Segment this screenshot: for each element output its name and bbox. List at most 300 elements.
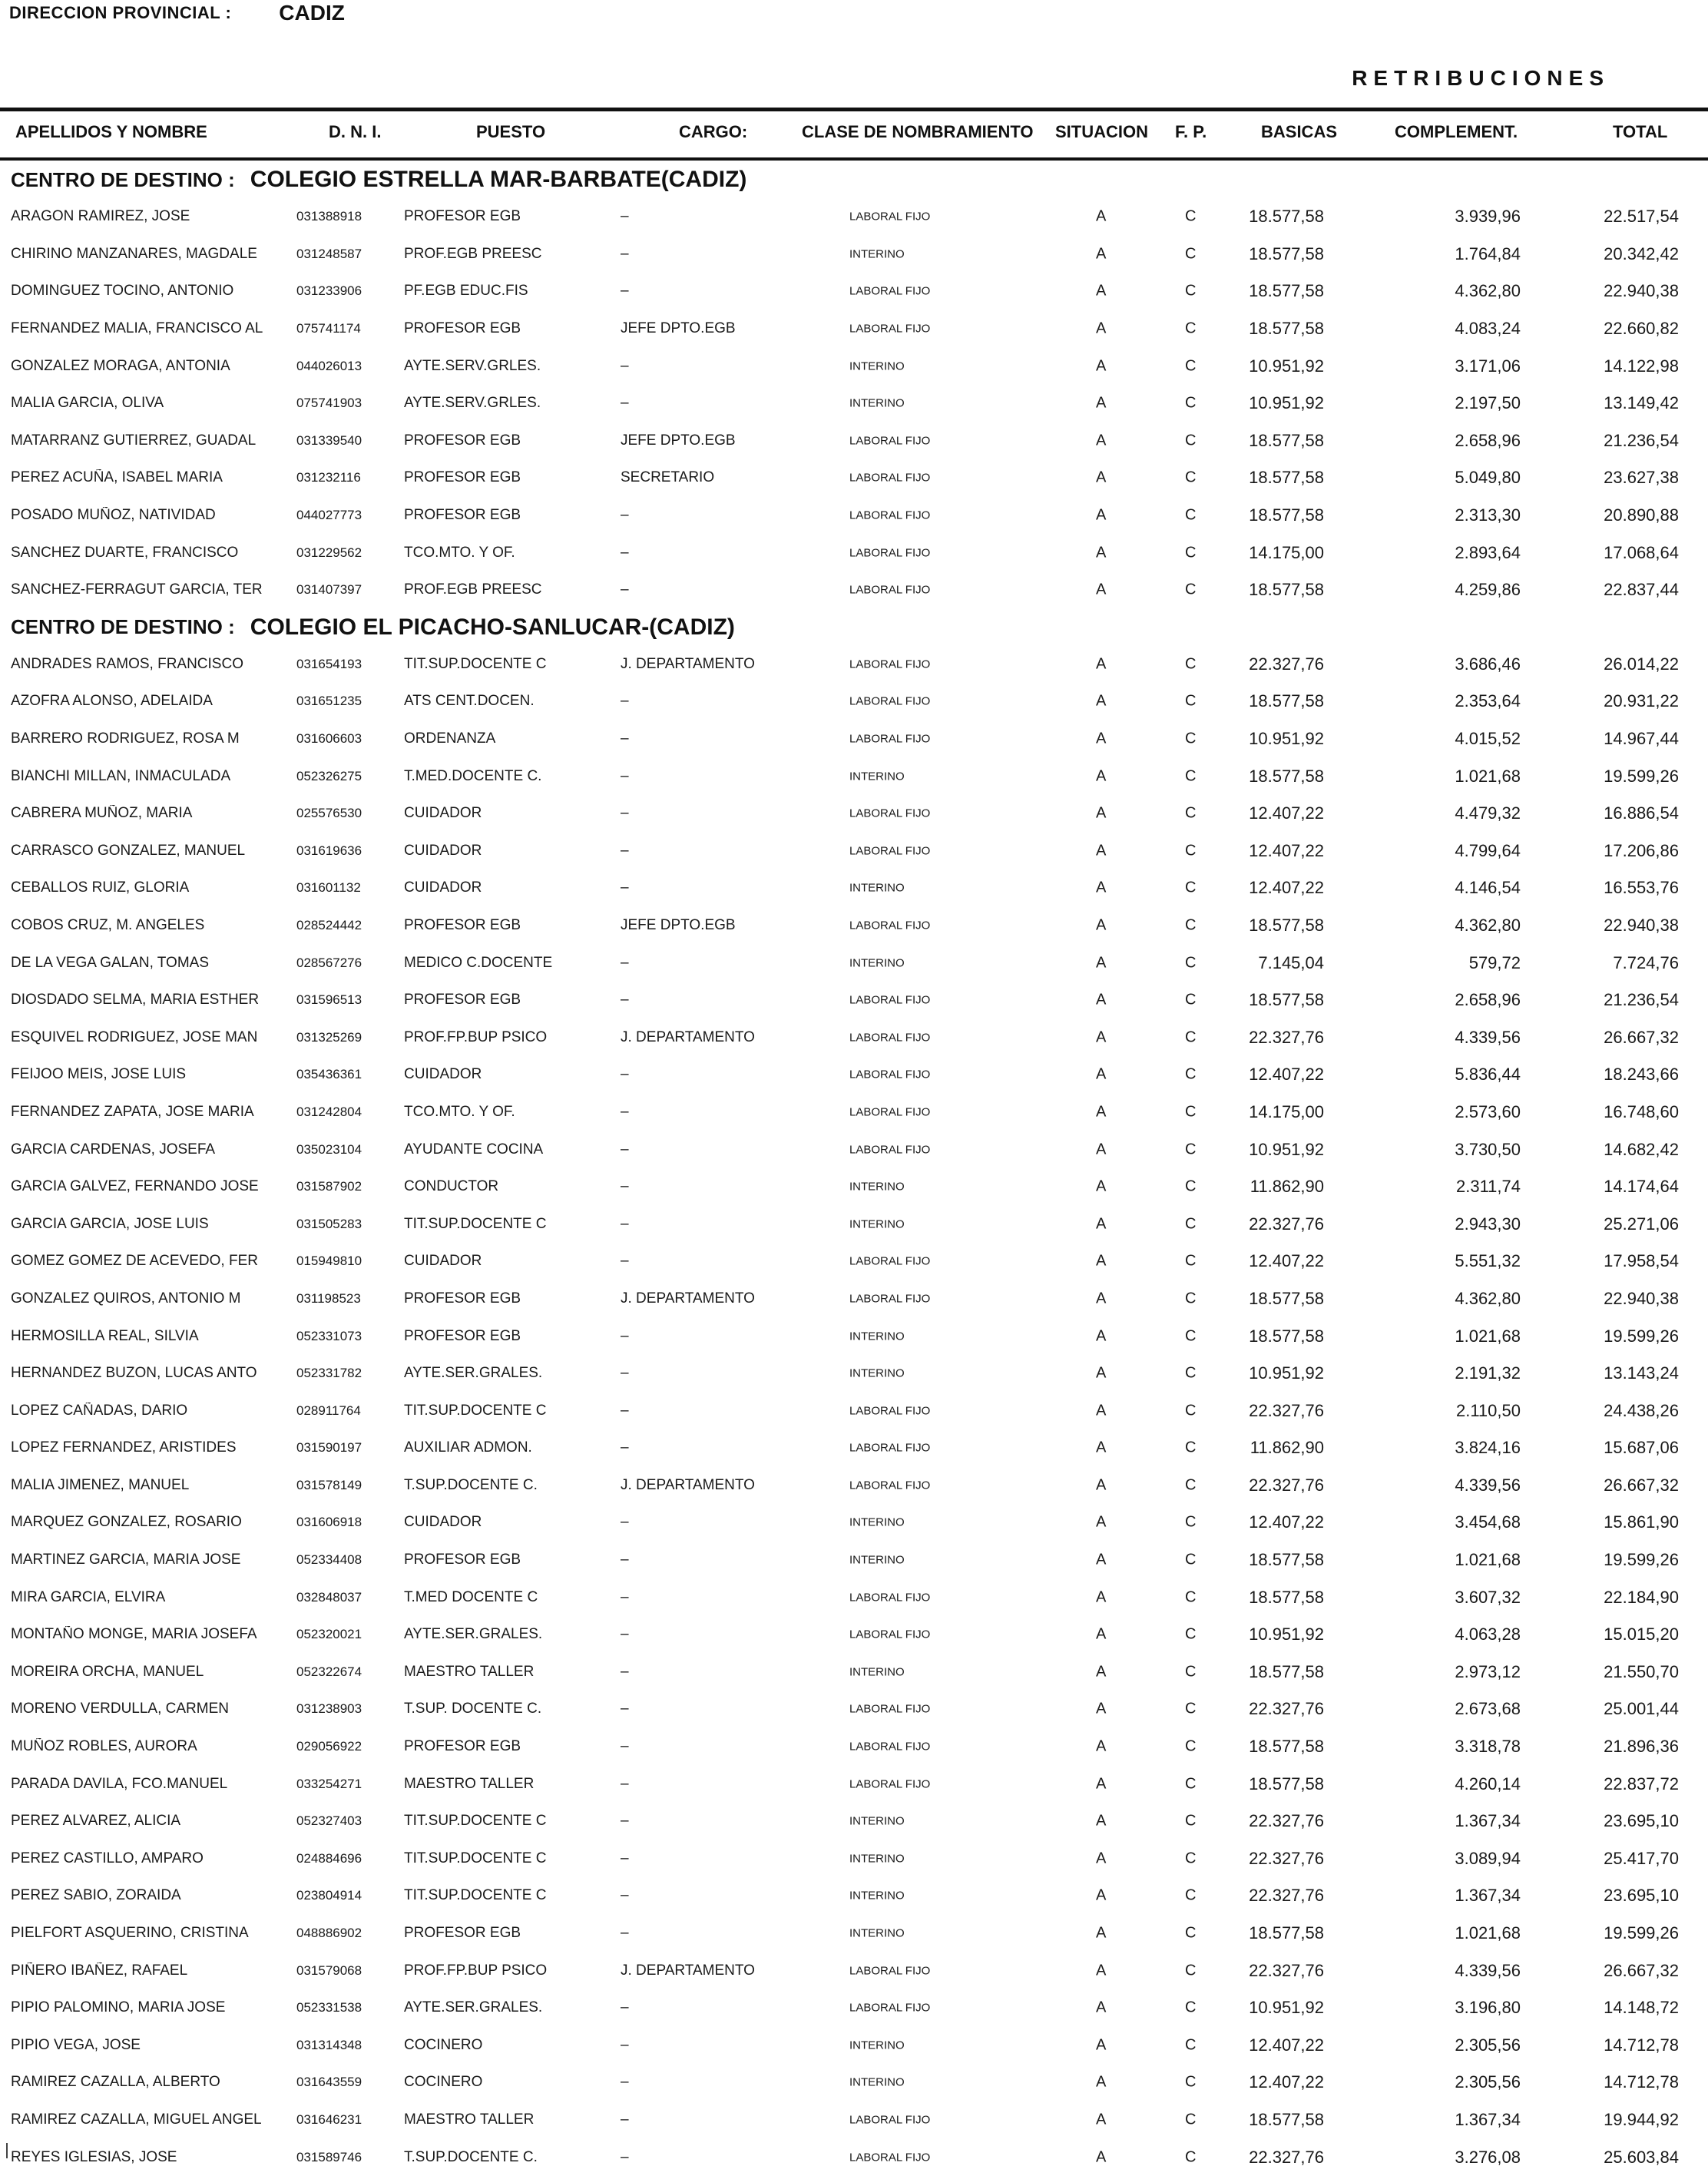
cell-basicas: 11.862,90 (1250, 1177, 1324, 1197)
cell-situacion: A (1096, 1103, 1107, 1121)
cell-puesto: PF.EGB EDUC.FIS (404, 283, 528, 300)
cell-clase: LABORAL FIJO (849, 2001, 931, 2015)
cell-clase: LABORAL FIJO (849, 546, 931, 560)
table-row (0, 757, 1708, 795)
cell-puesto: AYTE.SER.GRALES. (404, 1365, 543, 1382)
table-row (0, 347, 1708, 385)
cell-basicas: 18.577,58 (1249, 319, 1324, 339)
cell-name: BIANCHI MILLAN, INMACULADA (11, 767, 231, 784)
cell-dni: 015949810 (296, 1254, 362, 1269)
cell-dni: 031388918 (296, 209, 362, 224)
cell-basicas: 7.145,04 (1258, 952, 1324, 972)
cell-total: 19.599,26 (1604, 766, 1679, 786)
cell-name: GARCIA GARCIA, JOSE LUIS (11, 1215, 209, 1232)
cell-complement: 1.021,68 (1455, 1550, 1521, 1570)
cell-dni: 044026013 (296, 358, 362, 373)
cell-name: FERNANDEZ ZAPATA, JOSE MARIA (11, 1103, 254, 1120)
cell-basicas: 12.407,22 (1249, 1251, 1324, 1271)
cell-puesto: CONDUCTOR (404, 1178, 499, 1195)
cell-name: FEIJOO MEIS, JOSE LUIS (11, 1066, 187, 1083)
cell-total: 19.944,92 (1604, 2109, 1679, 2129)
cell-puesto: CUIDADOR (404, 1514, 482, 1531)
table-row (0, 1840, 1708, 1878)
cell-cargo: JEFE DPTO.EGB (621, 432, 736, 449)
cell-situacion: A (1096, 1551, 1107, 1568)
cell-cargo: – (621, 1365, 629, 1382)
cell-basicas: 12.407,22 (1249, 878, 1324, 898)
cell-clase: LABORAL FIJO (849, 1964, 931, 1978)
cell-total: 22.940,38 (1604, 1288, 1679, 1308)
cell-puesto: CUIDADOR (404, 879, 482, 896)
cell-cargo: – (621, 283, 629, 300)
cell-basicas: 10.951,92 (1249, 356, 1324, 376)
cell-fp: C (1185, 1103, 1197, 1121)
cell-fp: C (1185, 1364, 1197, 1382)
table-row (0, 1765, 1708, 1803)
cell-clase: INTERINO (849, 1889, 905, 1903)
cell-cargo: J. DEPARTAMENTO (621, 1290, 755, 1307)
col-header-complement: COMPLEMENT. (1395, 122, 1518, 141)
staff-table (0, 161, 1708, 2176)
cell-puesto: CUIDADOR (404, 805, 482, 822)
cell-dni: 031601132 (296, 880, 361, 896)
cell-clase: INTERINO (849, 1330, 905, 1343)
cell-situacion: A (1096, 1364, 1107, 1382)
cell-cargo: – (621, 879, 629, 896)
cell-situacion: A (1096, 842, 1107, 859)
cell-situacion: A (1096, 1215, 1107, 1233)
cell-cargo: – (621, 1215, 629, 1232)
cell-name: PIÑERO IBAÑEZ, RAFAEL (11, 1962, 188, 1979)
cell-fp: C (1185, 1402, 1197, 1419)
col-header-basicas: BASICAS (1261, 122, 1338, 141)
cell-dni: 031596513 (296, 992, 362, 1008)
cell-complement: 2.573,60 (1455, 1101, 1521, 1121)
cell-total: 21.896,36 (1604, 1737, 1679, 1757)
cell-situacion: A (1096, 1812, 1107, 1830)
cell-name: RAMIREZ CAZALLA, MIGUEL ANGEL (11, 2111, 262, 2128)
table-row (0, 1877, 1708, 1915)
cell-name: PIPIO VEGA, JOSE (11, 2036, 141, 2053)
cell-total: 20.890,88 (1604, 505, 1679, 525)
cell-complement: 3.454,68 (1455, 1512, 1521, 1532)
cell-dni: 031606603 (296, 731, 362, 747)
cell-puesto: ORDENANZA (404, 730, 496, 747)
cell-total: 14.174,64 (1604, 1177, 1679, 1197)
cell-puesto: PROFESOR EGB (404, 432, 521, 449)
cell-basicas: 18.577,58 (1249, 505, 1324, 525)
cell-total: 15.687,06 (1604, 1438, 1679, 1458)
cell-fp: C (1185, 282, 1197, 300)
cell-dni: 023804914 (296, 1888, 362, 1903)
cell-name: ESQUIVEL RODRIGUEZ, JOSE MAN (11, 1028, 258, 1045)
cell-name: PEREZ ACUÑA, ISABEL MARIA (11, 469, 223, 486)
table-row (0, 1355, 1708, 1393)
table-row (0, 1915, 1708, 1952)
table-row (0, 1056, 1708, 1094)
cell-clase: LABORAL FIJO (849, 1105, 931, 1119)
cell-puesto: AYUDANTE COCINA (404, 1141, 544, 1158)
cell-situacion: A (1096, 2148, 1107, 2166)
table-row (0, 1952, 1708, 1989)
cell-situacion: A (1096, 879, 1107, 896)
table-row (0, 1317, 1708, 1355)
cell-basicas: 18.577,58 (1249, 915, 1324, 935)
cell-clase: LABORAL FIJO (849, 434, 931, 448)
cell-name: MUÑOZ ROBLES, AURORA (11, 1738, 197, 1755)
cell-situacion: A (1096, 207, 1107, 225)
cell-clase: INTERINO (849, 247, 905, 261)
table-row (0, 646, 1708, 684)
cell-dni: 075741903 (296, 396, 362, 411)
cell-fp: C (1185, 2073, 1197, 2091)
table-row (0, 1578, 1708, 1616)
cell-dni: 033254271 (296, 1776, 362, 1791)
center-name: COLEGIO ESTRELLA MAR-BARBATE(CADIZ) (250, 167, 747, 192)
cell-basicas: 12.407,22 (1249, 1512, 1324, 1532)
cell-situacion: A (1096, 1737, 1107, 1755)
cell-situacion: A (1096, 767, 1107, 785)
cell-cargo: – (621, 1738, 629, 1755)
cell-clase: INTERINO (849, 1217, 905, 1231)
cell-clase: LABORAL FIJO (849, 471, 931, 485)
cell-dni: 031325269 (296, 1029, 362, 1045)
cell-complement: 4.015,52 (1455, 729, 1521, 749)
cell-dni: 052334408 (296, 1552, 362, 1568)
cell-name: MALIA GARCIA, OLIVA (11, 395, 164, 412)
cell-name: GARCIA CARDENAS, JOSEFA (11, 1141, 216, 1158)
cell-puesto: TIT.SUP.DOCENTE C (404, 1402, 547, 1419)
cell-fp: C (1185, 1625, 1197, 1643)
cell-clase: INTERINO (849, 396, 905, 410)
cell-cargo: – (621, 208, 629, 225)
cell-dni: 031314348 (296, 2037, 362, 2052)
table-row (0, 2027, 1708, 2065)
cell-puesto: PROFESOR EGB (404, 1290, 521, 1307)
cell-dni: 029056922 (296, 1739, 362, 1754)
province-header (9, 0, 345, 26)
cell-fp: C (1185, 1775, 1197, 1793)
cell-clase: INTERINO (849, 1553, 905, 1567)
cell-clase: LABORAL FIJO (849, 322, 931, 336)
cell-clase: INTERINO (849, 1814, 905, 1828)
cell-total: 26.014,22 (1604, 654, 1679, 674)
cell-cargo: SECRETARIO (621, 469, 715, 486)
cell-complement: 3.939,96 (1455, 207, 1521, 227)
cell-basicas: 11.862,90 (1250, 1438, 1324, 1458)
cell-fp: C (1185, 1327, 1197, 1345)
cell-puesto: TIT.SUP.DOCENTE C (404, 1850, 547, 1866)
cell-basicas: 18.577,58 (1249, 1587, 1324, 1607)
cell-complement: 2.353,64 (1455, 691, 1521, 711)
cell-cargo: – (621, 992, 629, 1009)
cell-cargo: – (621, 1402, 629, 1419)
cell-total: 22.837,72 (1604, 1774, 1679, 1793)
cell-clase: INTERINO (849, 1852, 905, 1866)
cell-complement: 4.339,56 (1455, 1960, 1521, 1980)
cell-clase: LABORAL FIJO (849, 844, 931, 858)
table-row (0, 1094, 1708, 1131)
cell-dni: 031233906 (296, 283, 362, 299)
cell-total: 23.695,10 (1604, 1811, 1679, 1831)
cell-total: 7.724,76 (1613, 952, 1679, 972)
cell-name: MARQUEZ GONZALEZ, ROSARIO (11, 1514, 242, 1531)
cell-total: 22.517,54 (1604, 207, 1679, 227)
table-row (0, 1691, 1708, 1728)
cell-total: 17.206,86 (1604, 840, 1679, 860)
table-row (0, 310, 1708, 348)
cell-name: MARTINEZ GARCIA, MARIA JOSE (11, 1552, 241, 1568)
cell-situacion: A (1096, 1065, 1107, 1083)
cell-situacion: A (1096, 655, 1107, 673)
cell-basicas: 22.327,76 (1249, 1960, 1324, 1980)
cell-complement: 4.362,80 (1455, 281, 1521, 301)
cell-name: HERMOSILLA REAL, SILVIA (11, 1327, 199, 1344)
center-header (0, 609, 1708, 646)
cell-complement: 3.318,78 (1455, 1737, 1521, 1757)
cell-complement: 4.063,28 (1455, 1625, 1521, 1644)
cell-puesto: PROFESOR EGB (404, 916, 521, 933)
cell-dni: 044027773 (296, 508, 362, 523)
table-row (0, 1467, 1708, 1505)
cell-basicas: 18.577,58 (1249, 243, 1324, 263)
cell-puesto: PROFESOR EGB (404, 1738, 521, 1755)
cell-puesto: AUXILIAR ADMON. (404, 1439, 532, 1456)
cell-clase: INTERINO (849, 1926, 905, 1940)
cell-dni: 052331782 (296, 1366, 362, 1381)
cell-situacion: A (1096, 1290, 1107, 1307)
cell-total: 26.667,32 (1604, 1475, 1679, 1495)
cell-total: 22.940,38 (1604, 281, 1679, 301)
cell-basicas: 22.327,76 (1249, 654, 1324, 674)
cell-situacion: A (1096, 916, 1107, 934)
table-row (0, 1504, 1708, 1542)
cell-basicas: 22.327,76 (1249, 2147, 1324, 2167)
cell-cargo: J. DEPARTAMENTO (621, 1476, 755, 1493)
cell-basicas: 12.407,22 (1249, 803, 1324, 823)
table-row (0, 273, 1708, 310)
cell-cargo: – (621, 1887, 629, 1904)
cell-cargo: – (621, 842, 629, 859)
cell-fp: C (1185, 1588, 1197, 1606)
table-row (0, 236, 1708, 273)
table-row (0, 1131, 1708, 1168)
cell-puesto: COCINERO (404, 2036, 483, 2053)
cell-complement: 2.191,32 (1455, 1363, 1521, 1383)
cell-basicas: 18.577,58 (1249, 1737, 1324, 1757)
cell-situacion: A (1096, 1850, 1107, 1867)
cell-basicas: 22.327,76 (1249, 1699, 1324, 1719)
cell-complement: 3.824,16 (1455, 1438, 1521, 1458)
cell-cargo: – (621, 1439, 629, 1456)
cell-dni: 031248587 (296, 246, 362, 261)
cell-puesto: MAESTRO TALLER (404, 1775, 535, 1792)
cell-cargo: – (621, 1552, 629, 1568)
cell-name: AZOFRA ALONSO, ADELAIDA (11, 693, 213, 710)
cell-total: 19.599,26 (1604, 1326, 1679, 1346)
cell-situacion: A (1096, 1588, 1107, 1606)
cell-cargo: J. DEPARTAMENTO (621, 1028, 755, 1045)
cell-total: 23.695,10 (1604, 1886, 1679, 1906)
table-row (0, 1429, 1708, 1467)
cell-fp: C (1185, 1476, 1197, 1494)
cell-situacion: A (1096, 245, 1107, 263)
cell-total: 14.967,44 (1604, 729, 1679, 749)
cell-puesto: PROF.FP.BUP PSICO (404, 1028, 548, 1045)
cell-complement: 1.021,68 (1455, 1326, 1521, 1346)
cell-dni: 028911764 (296, 1403, 361, 1418)
cell-situacion: A (1096, 357, 1107, 375)
cell-dni: 031589746 (296, 2149, 362, 2164)
table-row (0, 1542, 1708, 1579)
cell-puesto: TCO.MTO. Y OF. (404, 544, 515, 561)
cell-total: 14.148,72 (1604, 1998, 1679, 2018)
cell-basicas: 12.407,22 (1249, 2035, 1324, 2055)
cell-fp: C (1185, 320, 1197, 337)
cell-fp: C (1185, 1551, 1197, 1568)
col-header-total: TOTAL (1613, 122, 1668, 141)
cell-complement: 3.276,08 (1455, 2147, 1521, 2167)
cell-fp: C (1185, 1028, 1197, 1046)
table-row (0, 1728, 1708, 1766)
cell-fp: C (1185, 432, 1197, 449)
cell-complement: 2.973,12 (1455, 1661, 1521, 1681)
cell-dni: 031587902 (296, 1179, 362, 1194)
cell-fp: C (1185, 1177, 1197, 1195)
cell-fp: C (1185, 1812, 1197, 1830)
cell-dni: 031619636 (296, 843, 362, 858)
cell-situacion: A (1096, 1513, 1107, 1531)
cell-total: 22.837,44 (1604, 580, 1679, 600)
province-value: CADIZ (279, 1, 345, 25)
column-header-row (0, 122, 1708, 150)
cell-cargo: – (621, 1253, 629, 1270)
cell-cargo: – (621, 1813, 629, 1830)
cell-total: 25.001,44 (1604, 1699, 1679, 1719)
col-header-dni: D. N. I. (329, 122, 382, 141)
cell-fp: C (1185, 692, 1197, 710)
cell-clase: LABORAL FIJO (849, 583, 931, 597)
cell-dni: 048886902 (296, 1926, 362, 1941)
cell-situacion: A (1096, 954, 1107, 972)
table-row (0, 459, 1708, 497)
cell-complement: 2.313,30 (1455, 505, 1521, 525)
cell-name: PEREZ CASTILLO, AMPARO (11, 1850, 204, 1866)
cell-dni: 031646231 (296, 2111, 362, 2127)
cell-basicas: 18.577,58 (1249, 468, 1324, 488)
cell-total: 26.667,32 (1604, 1960, 1679, 1980)
cell-total: 18.243,66 (1604, 1065, 1679, 1085)
table-row (0, 2138, 1708, 2176)
cell-clase: INTERINO (849, 770, 905, 783)
cell-name: DIOSDADO SELMA, MARIA ESTHER (11, 992, 260, 1009)
cell-name: PIPIO PALOMINO, MARIA JOSE (11, 1999, 226, 2016)
cell-name: CHIRINO MANZANARES, MAGDALE (11, 245, 257, 262)
cell-situacion: A (1096, 581, 1107, 598)
cell-clase: LABORAL FIJO (849, 919, 931, 932)
cell-dni: 031590197 (296, 1440, 362, 1456)
cell-situacion: A (1096, 282, 1107, 300)
cell-basicas: 18.577,58 (1249, 1774, 1324, 1793)
cell-cargo: – (621, 693, 629, 710)
cell-name: POSADO MUÑOZ, NATIVIDAD (11, 507, 216, 524)
cell-name: PEREZ SABIO, ZORAIDA (11, 1887, 181, 1904)
cell-clase: INTERINO (849, 2039, 905, 2052)
cell-cargo: – (621, 1141, 629, 1158)
cell-situacion: A (1096, 1962, 1107, 1979)
cell-clase: LABORAL FIJO (849, 732, 931, 746)
cell-complement: 2.197,50 (1455, 393, 1521, 413)
cell-fp: C (1185, 1141, 1197, 1158)
cell-complement: 3.686,46 (1455, 654, 1521, 674)
cell-fp: C (1185, 730, 1197, 747)
cell-situacion: A (1096, 1028, 1107, 1046)
cell-puesto: PROFESOR EGB (404, 208, 521, 225)
cell-basicas: 12.407,22 (1249, 2072, 1324, 2092)
cell-name: GONZALEZ QUIROS, ANTONIO M (11, 1290, 241, 1307)
cell-complement: 3.196,80 (1455, 1998, 1521, 2018)
cell-cargo: – (621, 1775, 629, 1792)
cell-fp: C (1185, 1513, 1197, 1531)
col-header-cargo: CARGO: (679, 122, 748, 141)
cell-total: 25.603,84 (1604, 2147, 1679, 2167)
center-header (0, 161, 1708, 198)
cell-name: GONZALEZ MORAGA, ANTONIA (11, 357, 230, 374)
cell-complement: 2.658,96 (1455, 430, 1521, 450)
table-row (0, 683, 1708, 720)
cell-total: 24.438,26 (1604, 1400, 1679, 1420)
cell-clase: LABORAL FIJO (849, 694, 931, 708)
cell-situacion: A (1096, 1177, 1107, 1195)
table-row (0, 497, 1708, 535)
cell-cargo: – (621, 1925, 629, 1942)
cell-total: 17.068,64 (1604, 542, 1679, 562)
cell-puesto: PROF.FP.BUP PSICO (404, 1962, 548, 1979)
cell-complement: 3.730,50 (1455, 1139, 1521, 1159)
cell-situacion: A (1096, 544, 1107, 561)
cell-cargo: – (621, 1663, 629, 1680)
cell-puesto: AYTE.SERV.GRLES. (404, 395, 541, 412)
cell-clase: LABORAL FIJO (849, 657, 931, 671)
cell-complement: 4.260,14 (1455, 1774, 1521, 1793)
cell-situacion: A (1096, 2111, 1107, 2128)
cell-situacion: A (1096, 1625, 1107, 1643)
cell-dni: 035436361 (296, 1067, 362, 1082)
cell-situacion: A (1096, 730, 1107, 747)
cell-dni: 025576530 (296, 806, 362, 821)
cell-cargo: – (621, 1999, 629, 2016)
cell-dni: 031198523 (296, 1290, 361, 1306)
cell-complement: 4.259,86 (1455, 580, 1521, 600)
table-row (0, 1205, 1708, 1243)
cell-total: 21.550,70 (1604, 1661, 1679, 1681)
cell-name: PARADA DAVILA, FCO.MANUEL (11, 1775, 228, 1792)
cell-clase: INTERINO (849, 1366, 905, 1380)
cell-situacion: A (1096, 320, 1107, 337)
cell-fp: C (1185, 767, 1197, 785)
cell-situacion: A (1096, 991, 1107, 1009)
cell-total: 16.553,76 (1604, 878, 1679, 898)
cell-puesto: CUIDADOR (404, 1253, 482, 1270)
cell-clase: LABORAL FIJO (849, 1628, 931, 1641)
cell-fp: C (1185, 954, 1197, 972)
cell-situacion: A (1096, 1700, 1107, 1717)
cell-cargo: – (621, 395, 629, 412)
cell-fp: C (1185, 1999, 1197, 2016)
cell-name: PEREZ ALVAREZ, ALICIA (11, 1813, 181, 1830)
cell-situacion: A (1096, 1141, 1107, 1158)
cell-clase: LABORAL FIJO (849, 1292, 931, 1306)
